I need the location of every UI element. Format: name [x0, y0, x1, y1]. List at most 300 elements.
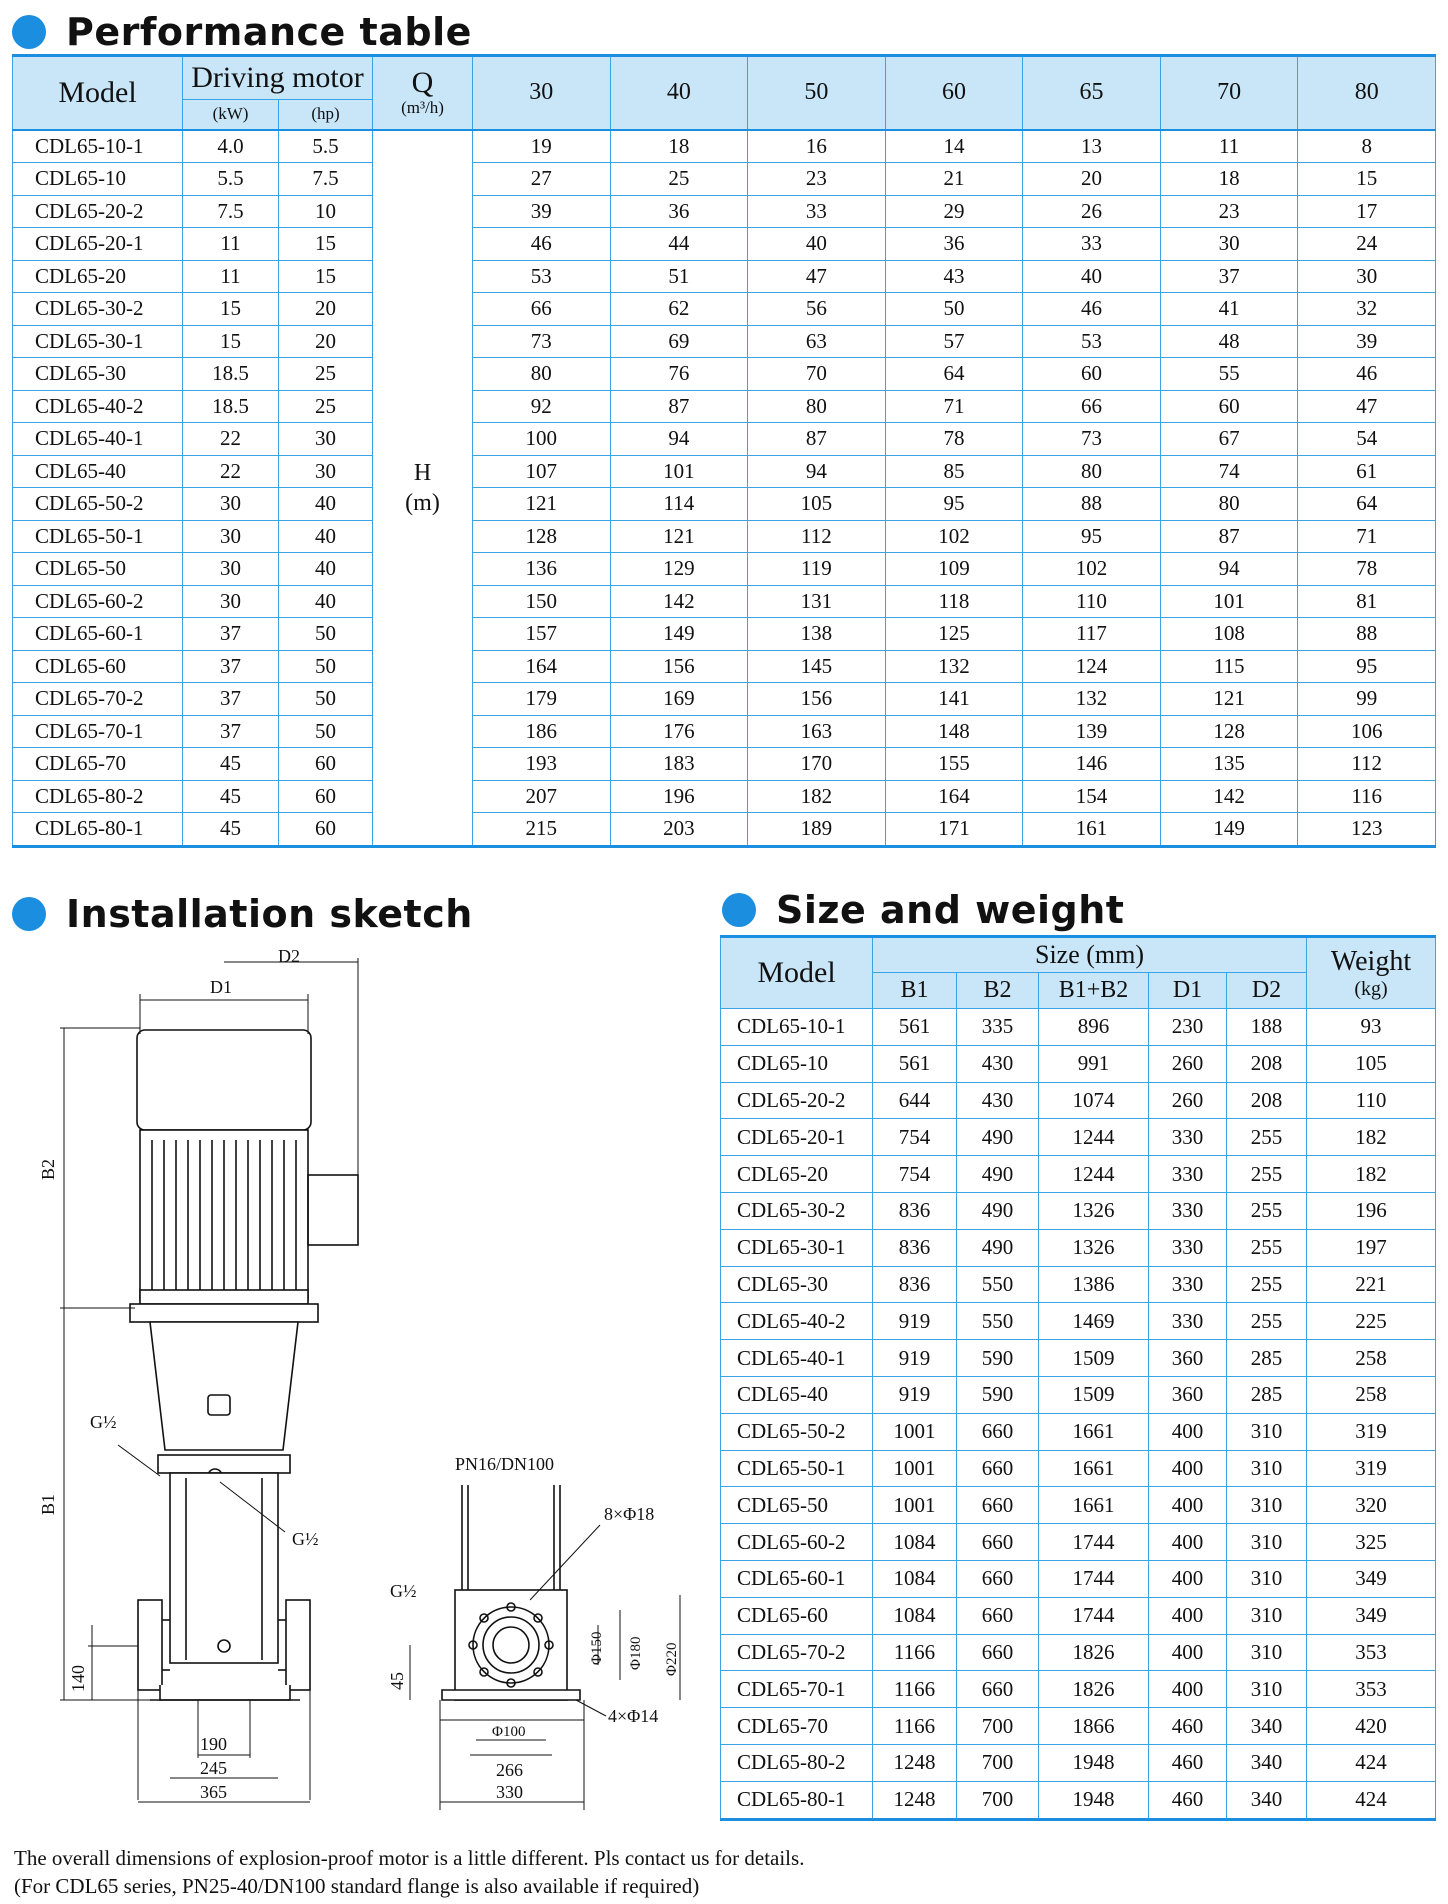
size-cell: 310: [1227, 1413, 1307, 1450]
head-cell: 109: [885, 553, 1023, 586]
dim-phi220: Φ220: [664, 1642, 680, 1676]
hp-cell: 15: [279, 260, 373, 293]
head-cell: 101: [610, 455, 748, 488]
kw-cell: 11: [183, 228, 279, 261]
table-row: [721, 1560, 1436, 1597]
model-cell: CDL65-70-1: [13, 715, 183, 748]
size-cell: 105: [1307, 1045, 1436, 1082]
model-cell: CDL65-10-1: [721, 1009, 873, 1046]
head-cell: 138: [748, 618, 886, 651]
table-row: [13, 748, 1436, 781]
size-cell: 1509: [1039, 1376, 1149, 1413]
model-cell: CDL65-60-2: [721, 1524, 873, 1561]
head-cell: 64: [1298, 488, 1436, 521]
hp-cell: 40: [279, 585, 373, 618]
head-cell: 121: [610, 520, 748, 553]
size-cell: 1166: [873, 1634, 957, 1671]
size-cell: 258: [1307, 1376, 1436, 1413]
size-cell: 360: [1149, 1340, 1227, 1377]
size-col-header: B1: [873, 973, 957, 1009]
size-cell: 700: [957, 1744, 1039, 1781]
table-row: [721, 1744, 1436, 1781]
table-row: [721, 1450, 1436, 1487]
head-cell: 20: [1023, 163, 1161, 196]
footer-note-2: (For CDL65 series, PN25-40/DN100 standard flange is also available if required): [14, 1874, 700, 1898]
head-cell: 57: [885, 325, 1023, 358]
head-cell: 157: [473, 618, 611, 651]
model-cell: CDL65-60: [721, 1597, 873, 1634]
head-cell: 71: [885, 390, 1023, 423]
installation-header: [12, 892, 473, 936]
head-cell: 60: [1160, 390, 1298, 423]
size-cell: 660: [957, 1524, 1039, 1561]
size-cell: 330: [1149, 1303, 1227, 1340]
size-cell: 424: [1307, 1781, 1436, 1819]
head-cell: 170: [748, 748, 886, 781]
head-cell: 193: [473, 748, 611, 781]
flange-bolts-label: 8×Φ18: [604, 1504, 655, 1524]
hp-cell: 30: [279, 423, 373, 456]
head-cell: 66: [473, 293, 611, 326]
head-cell: 88: [1023, 488, 1161, 521]
size-cell: 320: [1307, 1487, 1436, 1524]
model-cell: CDL65-70: [13, 748, 183, 781]
table-row: [721, 1082, 1436, 1119]
head-cell: 112: [1298, 748, 1436, 781]
head-cell: 145: [748, 650, 886, 683]
size-cell: 310: [1227, 1487, 1307, 1524]
perf-flow-header: 50: [748, 56, 886, 130]
size-cell: 1084: [873, 1597, 957, 1634]
size-cell: 1326: [1039, 1229, 1149, 1266]
table-row: [721, 1413, 1436, 1450]
bullet-icon: [12, 897, 46, 931]
head-cell: 48: [1160, 325, 1298, 358]
head-cell: 46: [473, 228, 611, 261]
head-cell: 132: [1023, 683, 1161, 716]
model-cell: CDL65-20-1: [721, 1119, 873, 1156]
head-cell: 60: [1023, 358, 1161, 391]
table-row: [13, 195, 1436, 228]
head-cell: 70: [748, 358, 886, 391]
head-cell: 30: [1298, 260, 1436, 293]
hp-cell: 5.5: [279, 130, 373, 163]
model-cell: CDL65-70-1: [721, 1671, 873, 1708]
perf-flow-header: 40: [610, 56, 748, 130]
head-cell: 80: [1023, 455, 1161, 488]
bullet-icon: [12, 15, 46, 49]
size-cell: 1469: [1039, 1303, 1149, 1340]
size-cell: 1001: [873, 1487, 957, 1524]
head-cell: 8: [1298, 130, 1436, 163]
size-cell: 330: [1149, 1192, 1227, 1229]
head-cell: 80: [1160, 488, 1298, 521]
kw-cell: 37: [183, 683, 279, 716]
table-row: [721, 1671, 1436, 1708]
hp-cell: 50: [279, 715, 373, 748]
h-unit: (m): [405, 489, 440, 516]
table-row: [721, 1229, 1436, 1266]
head-cell: 78: [1298, 553, 1436, 586]
kw-cell: 37: [183, 618, 279, 651]
size-model-header: Model: [721, 937, 873, 1009]
size-cell: 353: [1307, 1671, 1436, 1708]
size-cell: 660: [957, 1487, 1039, 1524]
dim-phi150: Φ150: [589, 1631, 605, 1665]
head-cell: 18: [610, 130, 748, 163]
head-cell: 33: [748, 195, 886, 228]
head-cell: 101: [1160, 585, 1298, 618]
size-cell: 1248: [873, 1781, 957, 1819]
head-cell: 78: [885, 423, 1023, 456]
hp-cell: 60: [279, 748, 373, 781]
table-row: [13, 813, 1436, 847]
head-cell: 95: [885, 488, 1023, 521]
model-cell: CDL65-30: [721, 1266, 873, 1303]
size-cell: 330: [1149, 1229, 1227, 1266]
outlet-flange: [286, 1600, 310, 1690]
model-cell: CDL65-80-2: [721, 1744, 873, 1781]
table-row: [721, 1156, 1436, 1193]
kw-cell: 15: [183, 325, 279, 358]
head-cell: 85: [885, 455, 1023, 488]
kw-cell: 22: [183, 455, 279, 488]
size-cell: 1509: [1039, 1340, 1149, 1377]
size-cell: 1826: [1039, 1634, 1149, 1671]
head-cell: 129: [610, 553, 748, 586]
hp-cell: 25: [279, 358, 373, 391]
kw-cell: 15: [183, 293, 279, 326]
size-cell: 1084: [873, 1560, 957, 1597]
kw-cell: 30: [183, 488, 279, 521]
model-cell: CDL65-40: [13, 455, 183, 488]
size-col-header: B2: [957, 973, 1039, 1009]
kw-cell: 18.5: [183, 390, 279, 423]
head-cell: 141: [885, 683, 1023, 716]
head-cell: 131: [748, 585, 886, 618]
size-cell: 460: [1149, 1781, 1227, 1819]
size-cell: 230: [1149, 1009, 1227, 1046]
hp-cell: 50: [279, 650, 373, 683]
head-cell: 121: [1160, 683, 1298, 716]
model-cell: CDL65-20-1: [13, 228, 183, 261]
head-cell: 163: [748, 715, 886, 748]
head-cell: 74: [1160, 455, 1298, 488]
size-cell: 225: [1307, 1303, 1436, 1340]
size-cell: 255: [1227, 1266, 1307, 1303]
size-cell: 310: [1227, 1597, 1307, 1634]
table-row: [13, 715, 1436, 748]
head-cell: 66: [1023, 390, 1161, 423]
head-cell: 102: [1023, 553, 1161, 586]
size-cell: 660: [957, 1413, 1039, 1450]
size-cell: 285: [1227, 1340, 1307, 1377]
head-cell: 94: [748, 455, 886, 488]
head-cell: 123: [1298, 813, 1436, 847]
hp-cell: 60: [279, 780, 373, 813]
head-cell: 108: [1160, 618, 1298, 651]
table-row: [721, 1192, 1436, 1229]
head-cell: 40: [1023, 260, 1161, 293]
head-cell: 128: [473, 520, 611, 553]
head-cell: 64: [885, 358, 1023, 391]
head-cell: 115: [1160, 650, 1298, 683]
installation-title: Installation sketch: [66, 892, 473, 936]
hp-cell: 50: [279, 618, 373, 651]
size-cell: 330: [1149, 1156, 1227, 1193]
size-cell: 325: [1307, 1524, 1436, 1561]
head-cell: 41: [1160, 293, 1298, 326]
size-cell: 460: [1149, 1744, 1227, 1781]
dim-phi180: Φ180: [628, 1636, 644, 1670]
size-cell: 1001: [873, 1450, 957, 1487]
g-half-label-3: G½: [390, 1581, 417, 1601]
head-cell: 125: [885, 618, 1023, 651]
head-cell: 67: [1160, 423, 1298, 456]
head-cell: 100: [473, 423, 611, 456]
model-cell: CDL65-10-1: [13, 130, 183, 163]
size-cell: 1084: [873, 1524, 957, 1561]
table-row: [13, 618, 1436, 651]
head-cell: 55: [1160, 358, 1298, 391]
head-cell: 71: [1298, 520, 1436, 553]
size-cell: 93: [1307, 1009, 1436, 1046]
head-cell: 62: [610, 293, 748, 326]
size-cell: 208: [1227, 1045, 1307, 1082]
size-cell: 197: [1307, 1229, 1436, 1266]
perf-flow-header: 65: [1023, 56, 1161, 130]
size-cell: 1661: [1039, 1413, 1149, 1450]
table-row: [721, 1045, 1436, 1082]
motor-fan-cover: [137, 1030, 311, 1130]
head-cell: 117: [1023, 618, 1161, 651]
dim-phi100: Φ100: [492, 1724, 526, 1740]
head-cell: 18: [1160, 163, 1298, 196]
head-cell: 94: [610, 423, 748, 456]
head-cell: 33: [1023, 228, 1161, 261]
hp-cell: 30: [279, 455, 373, 488]
size-cell: 400: [1149, 1560, 1227, 1597]
head-cell: 149: [610, 618, 748, 651]
head-cell: 51: [610, 260, 748, 293]
kw-cell: 30: [183, 553, 279, 586]
size-title: Size and weight: [776, 888, 1125, 932]
h-unit-cell: [373, 130, 473, 847]
perf-q-unit: (m³/h): [401, 97, 444, 117]
hp-cell: 40: [279, 553, 373, 586]
head-cell: 95: [1023, 520, 1161, 553]
model-cell: CDL65-50-1: [13, 520, 183, 553]
head-cell: 156: [748, 683, 886, 716]
table-row: [13, 293, 1436, 326]
footer-note-1: The overall dimensions of explosion-proof motor is a little different. Pls contact us for details.: [14, 1846, 805, 1870]
size-cell: 353: [1307, 1634, 1436, 1671]
performance-table: [12, 54, 1436, 848]
size-cell: 490: [957, 1119, 1039, 1156]
dim-b2: B2: [38, 1158, 58, 1180]
performance-header: [12, 10, 472, 54]
size-cell: 1744: [1039, 1597, 1149, 1634]
table-row: [13, 520, 1436, 553]
size-cell: 400: [1149, 1413, 1227, 1450]
head-cell: 107: [473, 455, 611, 488]
table-row: [13, 650, 1436, 683]
head-cell: 169: [610, 683, 748, 716]
size-cell: 561: [873, 1045, 957, 1082]
size-dim-header: Size (mm): [873, 937, 1307, 973]
perf-model-header: Model: [13, 56, 183, 130]
head-cell: 53: [473, 260, 611, 293]
perf-flow-header: 80: [1298, 56, 1436, 130]
bullet-icon: [722, 893, 756, 927]
h-label: H: [413, 459, 432, 486]
head-cell: 189: [748, 813, 886, 847]
kw-cell: 45: [183, 813, 279, 847]
size-cell: 754: [873, 1119, 957, 1156]
model-cell: CDL65-40-1: [721, 1340, 873, 1377]
size-cell: 430: [957, 1082, 1039, 1119]
head-cell: 73: [1023, 423, 1161, 456]
model-cell: CDL65-60-1: [721, 1560, 873, 1597]
table-row: [721, 1781, 1436, 1819]
size-cell: 660: [957, 1671, 1039, 1708]
table-row: [13, 455, 1436, 488]
head-cell: 87: [748, 423, 886, 456]
head-cell: 114: [610, 488, 748, 521]
head-cell: 121: [473, 488, 611, 521]
size-cell: 400: [1149, 1634, 1227, 1671]
size-cell: 424: [1307, 1744, 1436, 1781]
head-cell: 29: [885, 195, 1023, 228]
dim-266: 266: [496, 1760, 523, 1780]
head-cell: 148: [885, 715, 1023, 748]
head-cell: 150: [473, 585, 611, 618]
model-cell: CDL65-70-2: [721, 1634, 873, 1671]
hp-cell: 15: [279, 228, 373, 261]
size-cell: 590: [957, 1376, 1039, 1413]
table-row: [13, 130, 1436, 163]
head-cell: 139: [1023, 715, 1161, 748]
perf-motor-header: Driving motor: [183, 56, 373, 100]
head-cell: 23: [748, 163, 886, 196]
model-cell: CDL65-80-2: [13, 780, 183, 813]
head-cell: 196: [610, 780, 748, 813]
size-cell: 590: [957, 1340, 1039, 1377]
size-cell: 208: [1227, 1082, 1307, 1119]
pump-lantern: [150, 1322, 298, 1450]
perf-flow-header: 30: [473, 56, 611, 130]
head-cell: 14: [885, 130, 1023, 163]
model-cell: CDL65-60: [13, 650, 183, 683]
model-cell: CDL65-30-1: [721, 1229, 873, 1266]
head-cell: 132: [885, 650, 1023, 683]
table-row: [721, 1119, 1436, 1156]
size-cell: 550: [957, 1266, 1039, 1303]
dim-140: 140: [68, 1665, 88, 1692]
model-cell: CDL65-50: [13, 553, 183, 586]
size-cell: 1244: [1039, 1156, 1149, 1193]
size-cell: 991: [1039, 1045, 1149, 1082]
head-cell: 142: [1160, 780, 1298, 813]
size-cell: 260: [1149, 1082, 1227, 1119]
size-cell: 896: [1039, 1009, 1149, 1046]
dim-b1: B1: [38, 1493, 58, 1515]
head-cell: 19: [473, 130, 611, 163]
size-col-header: D1: [1149, 973, 1227, 1009]
head-cell: 124: [1023, 650, 1161, 683]
g-half-label-2: G½: [292, 1529, 319, 1549]
kw-cell: 45: [183, 748, 279, 781]
head-cell: 99: [1298, 683, 1436, 716]
model-cell: CDL65-40-1: [13, 423, 183, 456]
size-cell: 255: [1227, 1229, 1307, 1266]
size-cell: 919: [873, 1340, 957, 1377]
model-cell: CDL65-30-1: [13, 325, 183, 358]
table-row: [13, 780, 1436, 813]
size-cell: 1826: [1039, 1671, 1149, 1708]
size-cell: 1661: [1039, 1450, 1149, 1487]
head-cell: 24: [1298, 228, 1436, 261]
model-cell: CDL65-70: [721, 1708, 873, 1745]
head-cell: 21: [885, 163, 1023, 196]
head-cell: 119: [748, 553, 886, 586]
head-cell: 26: [1023, 195, 1161, 228]
model-cell: CDL65-40: [721, 1376, 873, 1413]
dim-365: 365: [200, 1782, 227, 1802]
size-cell: 1386: [1039, 1266, 1149, 1303]
table-row: [721, 1634, 1436, 1671]
model-cell: CDL65-70-2: [13, 683, 183, 716]
size-cell: 255: [1227, 1303, 1307, 1340]
size-cell: 919: [873, 1303, 957, 1340]
table-row: [721, 1266, 1436, 1303]
dim-45: 45: [387, 1672, 407, 1690]
size-cell: 330: [1149, 1119, 1227, 1156]
table-row: [13, 358, 1436, 391]
dim-330: 330: [496, 1782, 523, 1802]
head-cell: 116: [1298, 780, 1436, 813]
size-cell: 330: [1149, 1266, 1227, 1303]
head-cell: 215: [473, 813, 611, 847]
hp-cell: 25: [279, 390, 373, 423]
head-cell: 15: [1298, 163, 1436, 196]
hp-cell: 60: [279, 813, 373, 847]
size-cell: 700: [957, 1708, 1039, 1745]
head-cell: 81: [1298, 585, 1436, 618]
head-cell: 30: [1160, 228, 1298, 261]
model-cell: CDL65-30-2: [721, 1192, 873, 1229]
model-cell: CDL65-20: [13, 260, 183, 293]
flange-base: [442, 1690, 580, 1700]
table-row: [721, 1376, 1436, 1413]
size-cell: 660: [957, 1560, 1039, 1597]
perf-q-header: [373, 56, 473, 130]
size-cell: 285: [1227, 1376, 1307, 1413]
size-cell: 490: [957, 1156, 1039, 1193]
size-cell: 660: [957, 1597, 1039, 1634]
head-cell: 69: [610, 325, 748, 358]
table-row: [721, 1009, 1436, 1046]
perf-flow-header: 70: [1160, 56, 1298, 130]
head-cell: 53: [1023, 325, 1161, 358]
head-cell: 155: [885, 748, 1023, 781]
weight-label: Weight: [1330, 945, 1412, 977]
head-cell: 16: [748, 130, 886, 163]
head-cell: 13: [1023, 130, 1161, 163]
size-cell: 260: [1149, 1045, 1227, 1082]
inlet-flange: [138, 1600, 162, 1690]
head-cell: 23: [1160, 195, 1298, 228]
